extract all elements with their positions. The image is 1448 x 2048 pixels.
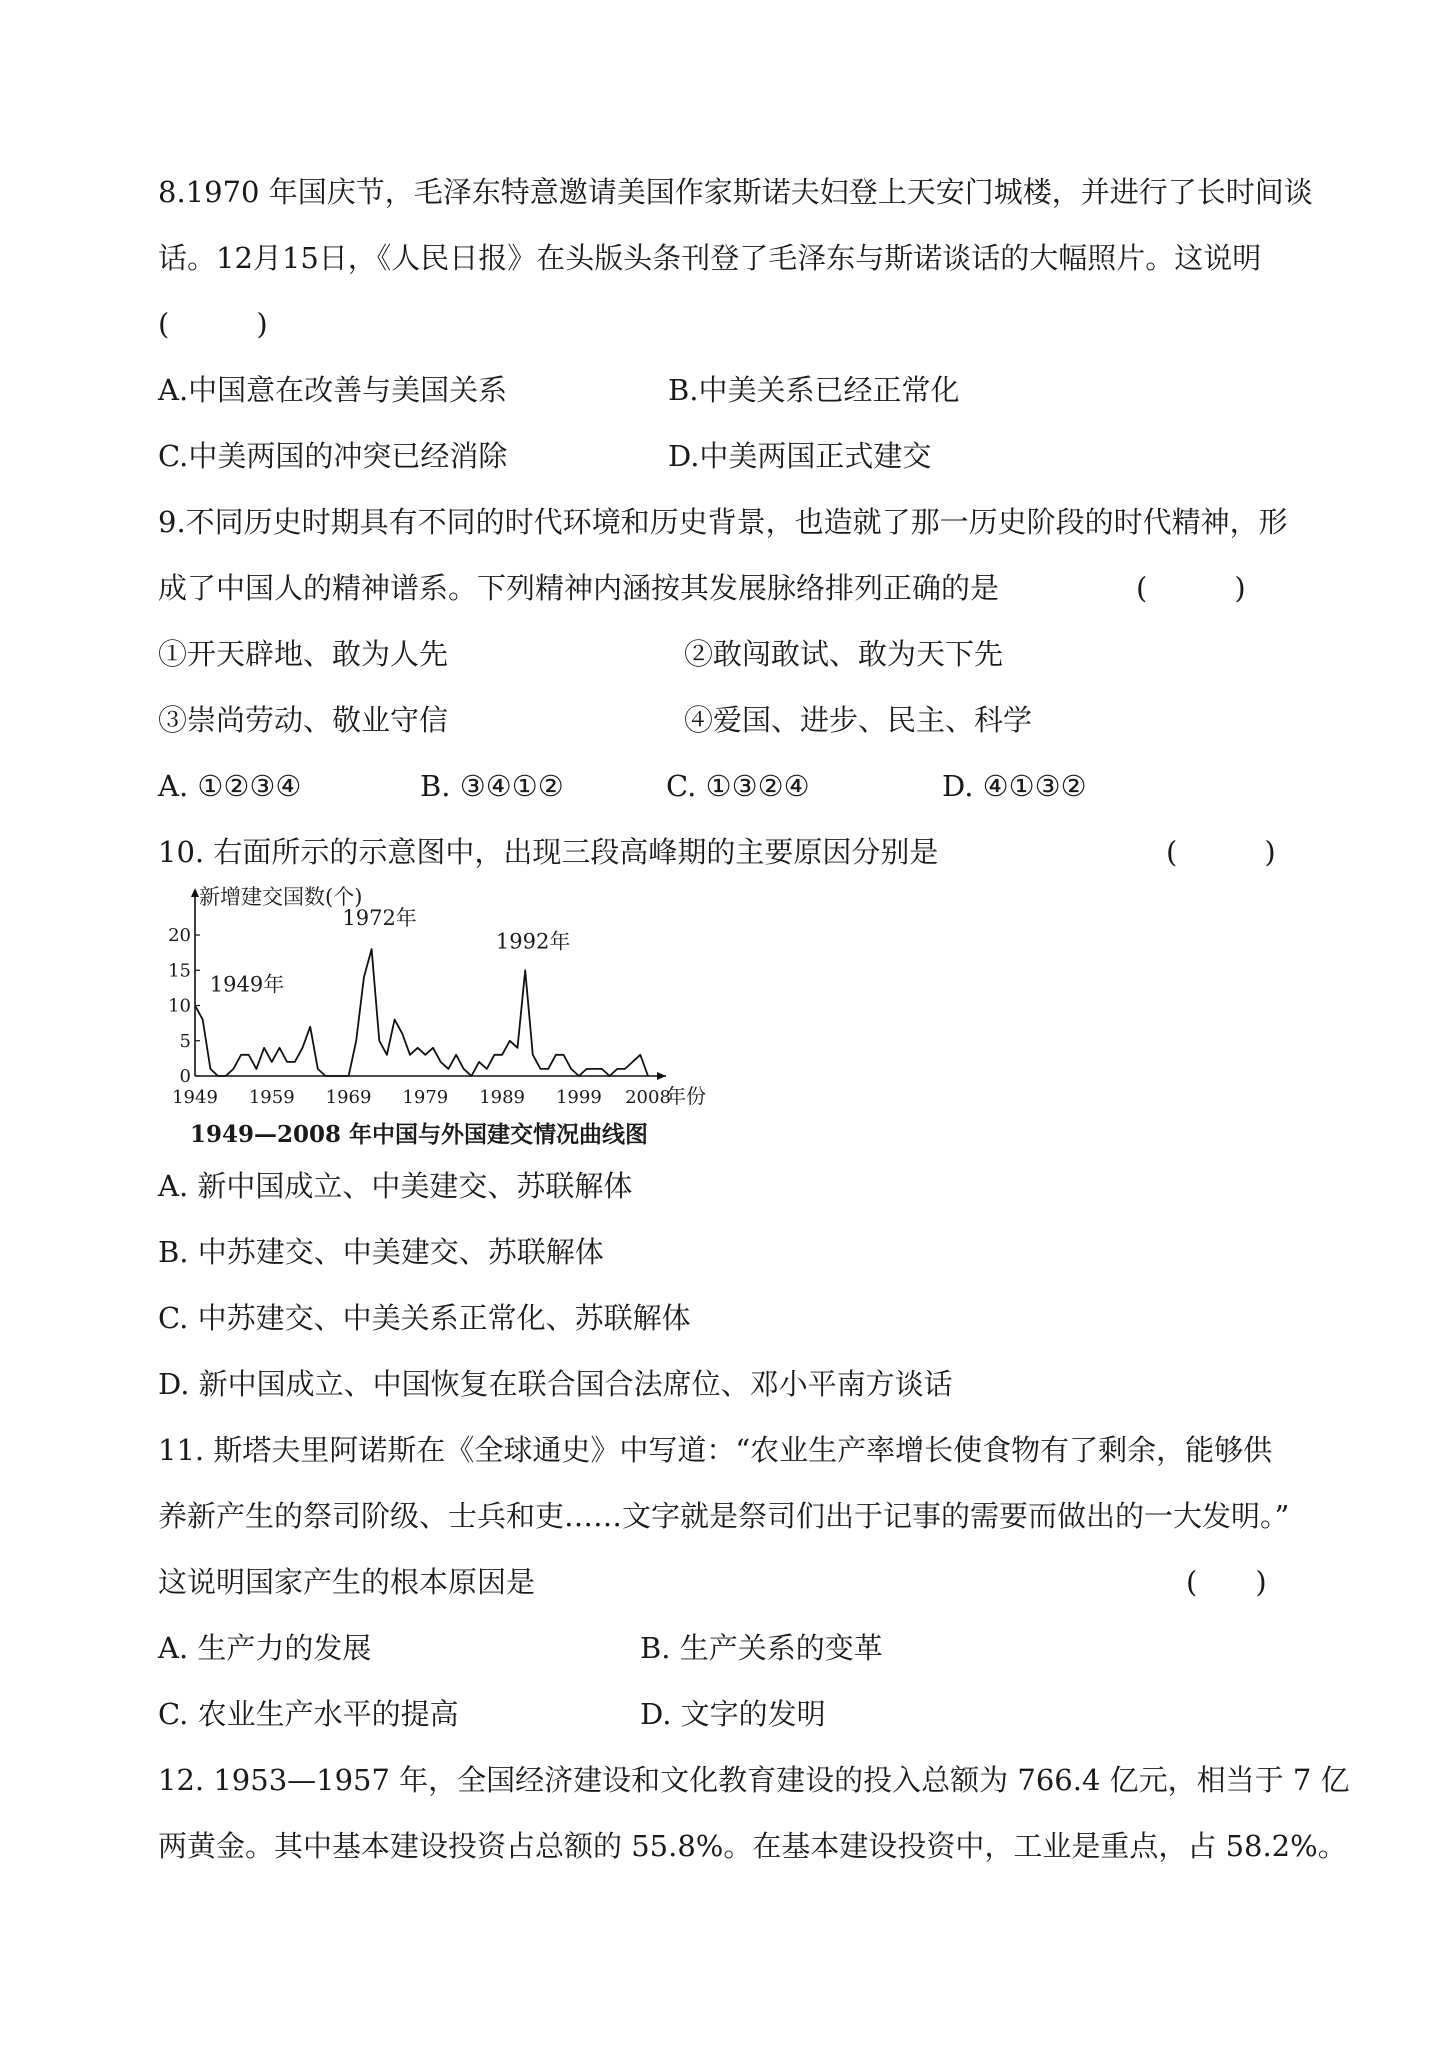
q9-item-2: ②敢闯敢试、敢为天下先 [684, 637, 1004, 671]
q9-item-4: ④爱国、进步、民主、科学 [684, 703, 1033, 737]
y-axis-arrow [191, 888, 199, 897]
q9-item-1: ①开天辟地、敢为人先 [158, 637, 449, 671]
peak-annotation: 1949年 [209, 972, 285, 997]
q9-option-c: C. ①③②④ [666, 769, 810, 803]
q10-option-a: A. 新中国成立、中美建交、苏联解体 [158, 1169, 633, 1203]
q8-option-c: C.中美两国的冲突已经消除 [158, 439, 508, 473]
y-tick-label: 5 [179, 1030, 191, 1052]
q8-option-b: B.中美关系已经正常化 [668, 373, 960, 407]
peak-annotation: 1992年 [495, 929, 571, 954]
y-tick-label: 15 [168, 960, 191, 982]
y-axis-label: 新增建交国数(个) [199, 885, 363, 909]
q10-answer-paren: ( ) [1166, 835, 1276, 869]
q11-answer-paren: ( ) [1186, 1565, 1267, 1599]
q9-option-d: D. ④①③② [942, 769, 1087, 803]
q12-stem-line1: 12. 1953—1957 年，全国经济建设和文化教育建设的投入总额为 766.4 亿元，相当于 7 亿 [158, 1763, 1350, 1797]
x-axis-label: 年份 [666, 1084, 706, 1108]
x-axis-arrow [657, 1072, 666, 1080]
diplomatic-relations-chart [150, 880, 750, 1150]
q9-option-a: A. ①②③④ [158, 769, 302, 803]
q10-option-d: D. 新中国成立、中国恢复在联合国合法席位、邓小平南方谈话 [158, 1367, 953, 1401]
q11-option-b: B. 生产关系的变革 [640, 1631, 883, 1665]
y-tick-label: 0 [179, 1066, 191, 1087]
q11-stem-line1: 11. 斯塔夫里阿诺斯在《全球通史》中写道：“农业生产率增长使食物有了剩余，能够供 [158, 1433, 1273, 1467]
q8-option-a: A.中国意在改善与美国关系 [158, 373, 508, 407]
x-tick-label: 1999 [555, 1087, 602, 1108]
q10-option-c: C. 中苏建交、中美关系正常化、苏联解体 [158, 1301, 691, 1335]
q10-option-b: B. 中苏建交、中美建交、苏联解体 [158, 1235, 604, 1269]
q9-stem-line1: 9.不同历史时期具有不同的时代环境和历史背景，也造就了那一历史阶段的时代精神，形 [158, 505, 1288, 539]
y-tick-label: 10 [168, 995, 191, 1017]
y-tick-label: 20 [168, 925, 191, 946]
q9-answer-paren: ( ) [1136, 571, 1246, 605]
q11-option-c: C. 农业生产水平的提高 [158, 1697, 459, 1731]
series-line [195, 949, 648, 1076]
x-tick-label: 1959 [248, 1087, 295, 1108]
x-tick-label: 1969 [325, 1087, 372, 1108]
q9-option-b: B. ③④①② [420, 769, 564, 803]
q8-answer-paren: ( ) [158, 307, 268, 341]
peak-annotation: 1972年 [342, 906, 417, 931]
q11-option-a: A. 生产力的发展 [158, 1631, 372, 1665]
q9-stem-line2: 成了中国人的精神谱系。下列精神内涵按其发展脉络排列正确的是 [158, 571, 1000, 605]
x-tick-label: 2008 [625, 1087, 671, 1108]
q8-stem-line2: 话。12月15日，《人民日报》在头版头条刊登了毛泽东与斯诺谈话的大幅照片。这说明 [158, 241, 1262, 275]
q11-option-d: D. 文字的发明 [640, 1697, 826, 1731]
q10-stem: 10. 右面所示的示意图中，出现三段高峰期的主要原因分别是 [158, 835, 939, 869]
q11-stem-line3: 这说明国家产生的根本原因是 [158, 1565, 536, 1599]
q12-stem-line2: 两黄金。其中基本建设投资占总额的 55.8%。在基本建设投资中，工业是重点，占 58.2%。 [158, 1829, 1347, 1863]
x-tick-label: 1989 [479, 1087, 526, 1108]
x-tick-label: 1949 [172, 1087, 218, 1108]
q8-option-d: D.中美两国正式建交 [668, 439, 932, 473]
q11-stem-line2: 养新产生的祭司阶级、士兵和吏……文字就是祭司们出于记事的需要而做出的一大发明。” [158, 1499, 1290, 1533]
chart-title: 1949—2008 年中国与外国建交情况曲线图 [190, 1121, 649, 1148]
q8-stem-line1: 8.1970 年国庆节，毛泽东特意邀请美国作家斯诺夫妇登上天安门城楼，并进行了长时间谈 [158, 175, 1313, 209]
q9-item-3: ③崇尚劳动、敬业守信 [158, 703, 449, 737]
x-tick-label: 1979 [402, 1087, 449, 1108]
